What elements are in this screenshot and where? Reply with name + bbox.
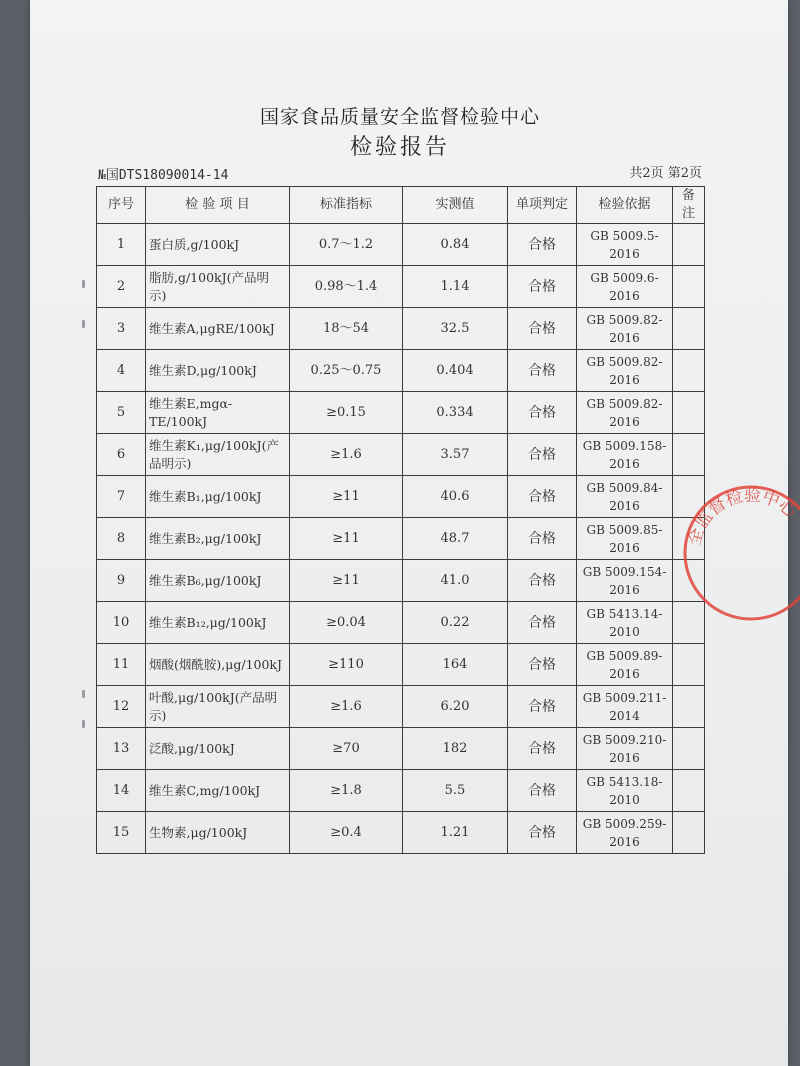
remark [673,728,705,770]
punch-mark [82,280,85,288]
test-item: 维生素B₆,μg/100kJ [146,560,290,602]
judgement: 合格 [508,812,577,854]
test-basis: GB 5009.82-2016 [577,392,673,434]
row-number: 7 [97,476,146,518]
test-item: 维生素B₂,μg/100kJ [146,518,290,560]
inspection-table [96,186,705,854]
remark [673,602,705,644]
test-item: 脂肪,g/100kJ(产品明示) [146,266,290,308]
judgement: 合格 [508,266,577,308]
table-row [97,476,705,518]
test-item: 烟酸(烟酰胺),μg/100kJ [146,644,290,686]
remark [673,686,705,728]
row-number: 3 [97,308,146,350]
row-number: 5 [97,392,146,434]
remark [673,770,705,812]
row-number: 10 [97,602,146,644]
column-header: 备注 [673,187,705,224]
document-title: 检验报告 [349,135,450,160]
row-number: 1 [97,224,146,266]
standard-value: ≥11 [290,476,403,518]
measured-value: 6.20 [403,686,508,728]
measured-value: 3.57 [403,434,508,476]
column-header: 序号 [97,187,146,224]
test-item: 泛酸,μg/100kJ [146,728,290,770]
test-item: 维生素B₁,μg/100kJ [146,476,290,518]
standard-value: ≥0.4 [290,812,403,854]
standard-value: ≥0.15 [290,392,403,434]
column-header: 实测值 [403,187,508,224]
standard-value: 0.25～0.75 [290,350,403,392]
remark [673,350,705,392]
table-row [97,350,705,392]
row-number: 11 [97,644,146,686]
judgement: 合格 [508,518,577,560]
table-row [97,224,705,266]
test-basis: GB 5009.259-2016 [577,812,673,854]
column-header: 单项判定 [508,187,577,224]
test-item: 维生素A,μgRE/100kJ [146,308,290,350]
test-basis: GB 5009.89-2016 [577,644,673,686]
table-row [97,686,705,728]
table-row [97,770,705,812]
judgement: 合格 [508,644,577,686]
remark [673,308,705,350]
row-number: 9 [97,560,146,602]
judgement: 合格 [508,224,577,266]
table-row [97,392,705,434]
table-row [97,434,705,476]
standard-value: ≥11 [290,560,403,602]
judgement: 合格 [508,476,577,518]
table-row [97,560,705,602]
test-basis: GB 5009.6-2016 [577,266,673,308]
seal-text: 全监督检验中心 [684,485,800,548]
judgement: 合格 [508,392,577,434]
judgement: 合格 [508,350,577,392]
measured-value: 40.6 [403,476,508,518]
table-row [97,728,705,770]
table-header-row [97,187,705,224]
report-number: №国DTS18090014-14 [98,168,229,183]
judgement: 合格 [508,602,577,644]
test-basis: GB 5413.14-2010 [577,602,673,644]
test-item: 生物素,μg/100kJ [146,812,290,854]
standard-value: ≥1.6 [290,686,403,728]
row-number: 8 [97,518,146,560]
measured-value: 41.0 [403,560,508,602]
measured-value: 48.7 [403,518,508,560]
judgement: 合格 [508,560,577,602]
measured-value: 164 [403,644,508,686]
measured-value: 0.404 [403,350,508,392]
standard-value: 0.98～1.4 [290,266,403,308]
standard-value: 0.7～1.2 [290,224,403,266]
test-item: 维生素C,mg/100kJ [146,770,290,812]
table-row [97,518,705,560]
row-number: 4 [97,350,146,392]
page-info: 共2页 第2页 [629,166,702,181]
judgement: 合格 [508,770,577,812]
punch-mark [82,690,85,698]
test-item: 蛋白质,g/100kJ [146,224,290,266]
table-row [97,308,705,350]
row-number: 14 [97,770,146,812]
test-item: 维生素B₁₂,μg/100kJ [146,602,290,644]
measured-value: 0.22 [403,602,508,644]
measured-value: 0.334 [403,392,508,434]
test-basis: GB 5009.211-2014 [577,686,673,728]
measured-value: 0.84 [403,224,508,266]
remark [673,518,705,560]
test-basis: GB 5009.82-2016 [577,308,673,350]
remark [673,266,705,308]
remark [673,644,705,686]
test-basis: GB 5009.84-2016 [577,476,673,518]
measured-value: 1.21 [403,812,508,854]
measured-value: 1.14 [403,266,508,308]
remark [673,224,705,266]
remark [673,812,705,854]
remark [673,434,705,476]
table-body [97,224,705,854]
punch-mark [82,320,85,328]
test-basis: GB 5009.158-2016 [577,434,673,476]
column-header: 检 验 项 目 [146,187,290,224]
remark [673,560,705,602]
column-header: 检验依据 [577,187,673,224]
measured-value: 182 [403,728,508,770]
row-number: 6 [97,434,146,476]
punch-mark [82,720,85,728]
row-number: 15 [97,812,146,854]
row-number: 2 [97,266,146,308]
standard-value: ≥70 [290,728,403,770]
standard-value: ≥11 [290,518,403,560]
table-row [97,644,705,686]
remark [673,392,705,434]
remark [673,476,705,518]
test-item: 维生素K₁,μg/100kJ(产品明示) [146,434,290,476]
test-item: 维生素D,μg/100kJ [146,350,290,392]
table-row [97,602,705,644]
measured-value: 5.5 [403,770,508,812]
test-item: 叶酸,μg/100kJ(产品明示) [146,686,290,728]
judgement: 合格 [508,728,577,770]
table-row [97,266,705,308]
standard-value: ≥110 [290,644,403,686]
test-basis: GB 5009.5-2016 [577,224,673,266]
table-row [97,812,705,854]
judgement: 合格 [508,434,577,476]
judgement: 合格 [508,308,577,350]
standard-value: 18～54 [290,308,403,350]
test-basis: GB 5413.18-2010 [577,770,673,812]
row-number: 13 [97,728,146,770]
judgement: 合格 [508,686,577,728]
standard-value: ≥1.8 [290,770,403,812]
measured-value: 32.5 [403,308,508,350]
test-basis: GB 5009.154-2016 [577,560,673,602]
standard-value: ≥0.04 [290,602,403,644]
test-item: 维生素E,mgα-TE/100kJ [146,392,290,434]
standard-value: ≥1.6 [290,434,403,476]
row-number: 12 [97,686,146,728]
column-header: 标准指标 [290,187,403,224]
organization-title: 国家食品质量安全监督检验中心 [259,106,540,128]
test-basis: GB 5009.210-2016 [577,728,673,770]
test-basis: GB 5009.82-2016 [577,350,673,392]
test-basis: GB 5009.85-2016 [577,518,673,560]
